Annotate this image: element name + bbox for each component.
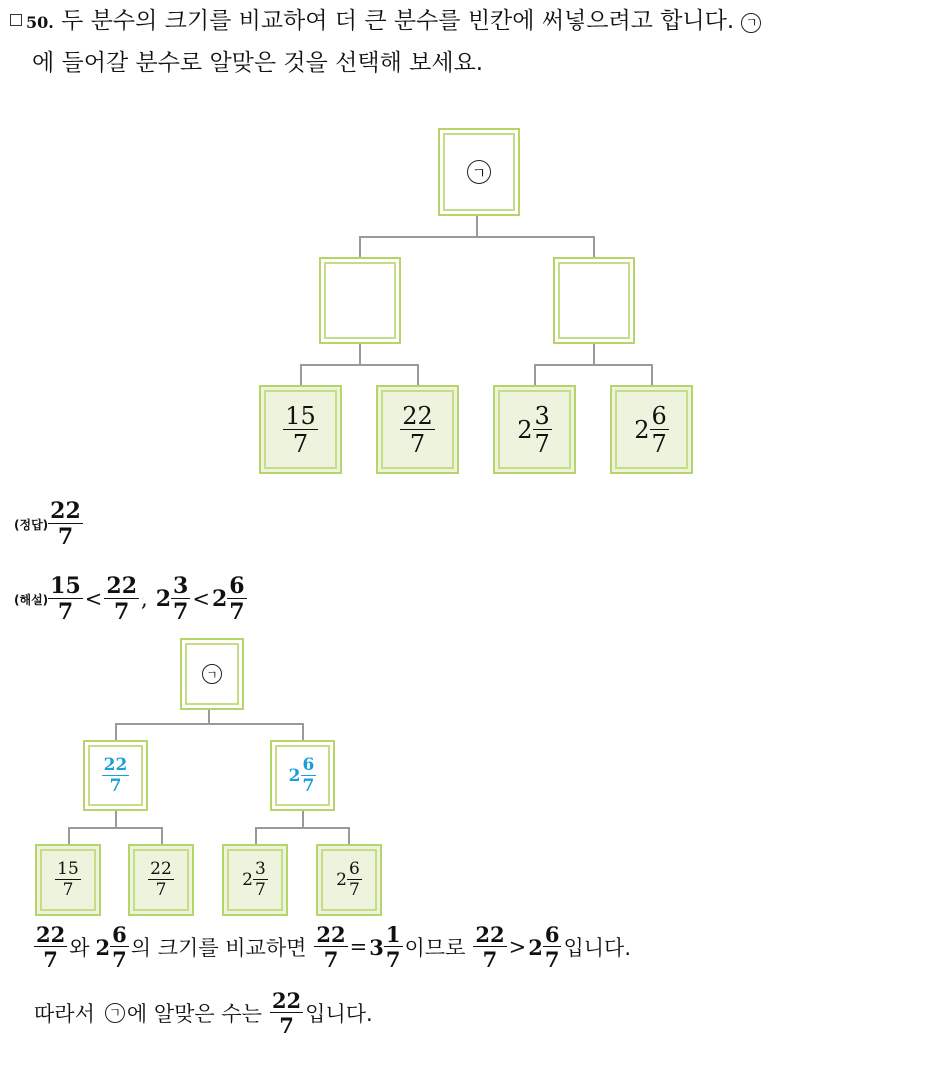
circled-symbol: ㄱ bbox=[741, 13, 761, 33]
question-text-1: 두 분수의 크기를 비교하여 더 큰 분수를 빈칸에 써넣으려고 합니다. bbox=[61, 8, 735, 34]
explanation-label: (해설) bbox=[14, 592, 49, 607]
comparison-sentence: $\frac{22}{7}$ 와 2 $\frac{6}{7}$ 의 크기를 비교하면 $\frac{22}{7}$ = 3 $\frac{1}{7}$ 이므로 $\frac{22}{7}$ > 2 $\frac{6}{7}$ 입니다. bbox=[36, 922, 632, 972]
tree2-leaf-4: 2 $\frac{6}{7}$ bbox=[316, 844, 382, 916]
tree1-leaf-2: $\frac{22}{7}$ bbox=[376, 385, 459, 474]
tree2-leaf-3: 2 $\frac{3}{7}$ bbox=[222, 844, 288, 916]
tree1-leaf-3: 2 $\frac{3}{7}$ bbox=[493, 385, 576, 474]
circled-symbol: ㄱ bbox=[467, 160, 491, 184]
question-checkbox bbox=[10, 14, 22, 26]
answer-label: (정답) bbox=[14, 517, 49, 532]
tree2-mid-box-left: $\frac{22}{7}$ bbox=[83, 740, 148, 811]
circled-symbol: ㄱ bbox=[105, 1003, 125, 1023]
tree2-mid-box-right: 2 $\frac{6}{7}$ bbox=[270, 740, 335, 811]
question-line-2 bbox=[32, 48, 483, 78]
conclusion-sentence: 따라서 ㄱ 에 알맞은 수는 $\frac{22}{7}$ 입니다. bbox=[34, 988, 373, 1038]
answer-fraction: $\frac{22}{7}$ bbox=[50, 498, 81, 550]
tree1-top-box bbox=[438, 128, 520, 216]
answer-line bbox=[14, 500, 83, 548]
tree1-mid-box-left[interactable] bbox=[319, 257, 401, 344]
tree2-top-box bbox=[180, 638, 244, 710]
explanation-line: (해설) $\frac{15}{7}$ < $\frac{22}{7}$ , 2 $\frac{3}{7}$ < 2 $\frac{6}{7}$ bbox=[14, 573, 245, 625]
tree1-leaf-1: $\frac{15}{7}$ bbox=[259, 385, 342, 474]
tree2-leaf-2: $\frac{22}{7}$ bbox=[128, 844, 194, 916]
tree2-leaf-1: $\frac{15}{7}$ bbox=[35, 844, 101, 916]
question-line-1 bbox=[10, 6, 761, 38]
tree1-leaf-4: 2 $\frac{6}{7}$ bbox=[610, 385, 693, 474]
question-number: 50. bbox=[26, 13, 54, 32]
circled-symbol: ㄱ bbox=[202, 664, 222, 684]
question-text-2: 에 들어갈 분수로 알맞은 것을 선택해 보세요. bbox=[32, 50, 484, 76]
tree1-mid-box-right[interactable] bbox=[553, 257, 635, 344]
